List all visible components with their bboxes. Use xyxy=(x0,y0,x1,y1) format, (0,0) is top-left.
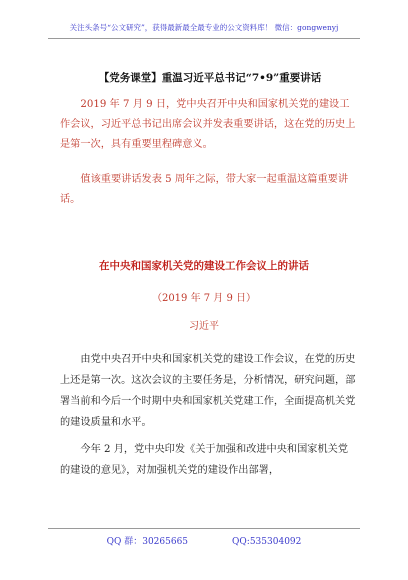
footer-qq: QQ:535304092 xyxy=(232,537,302,547)
speech-title: 在中央和国家机关党的建设工作会议上的讲话 xyxy=(99,260,309,272)
intro-paragraph: 值该重要讲话发表 5 周年之际，带大家一起重温这篇重要讲话。 xyxy=(60,174,349,205)
page-footer xyxy=(0,534,408,547)
speech-paragraph: 由党中央召开中央和国家机关党的建设工作会议，在党的历史上还是第一次。这次会议的主要任务是，分析情况，研究问题，部署当前和今后一个时期中央和国家机关党建工作，全面提高机关党的建设质量和水平。 xyxy=(60,354,356,428)
header-divider xyxy=(48,38,360,39)
article-title: 【党务课堂】重温习近平总书记“7•9”重要讲话 xyxy=(98,72,322,84)
speech-author: 习近平 xyxy=(189,321,219,332)
footer-divider xyxy=(48,528,360,529)
footer-qq-group: QQ 群：30265665 xyxy=(106,537,189,547)
intro-paragraph: 2019 年 7 月 9 日，党中央召开中央和国家机关党的建设工作会议，习近平总书记出席会议并发表重要讲话，这在党的历史上是第一次，具有重要里程碑意义。 xyxy=(60,99,356,150)
speech-paragraph: 今年 2 月，党中央印发《关于加强和改进中央和国家机关党的建设的意见》，对加强机关党的建设作出部署， xyxy=(60,444,349,476)
speech-date: （2019 年 7 月 9 日） xyxy=(151,293,257,304)
page-header-notice: 关注头条号“公文研究”，获得最新最全最专业的公文资料库！ 微信：gongwenyj xyxy=(69,23,339,32)
